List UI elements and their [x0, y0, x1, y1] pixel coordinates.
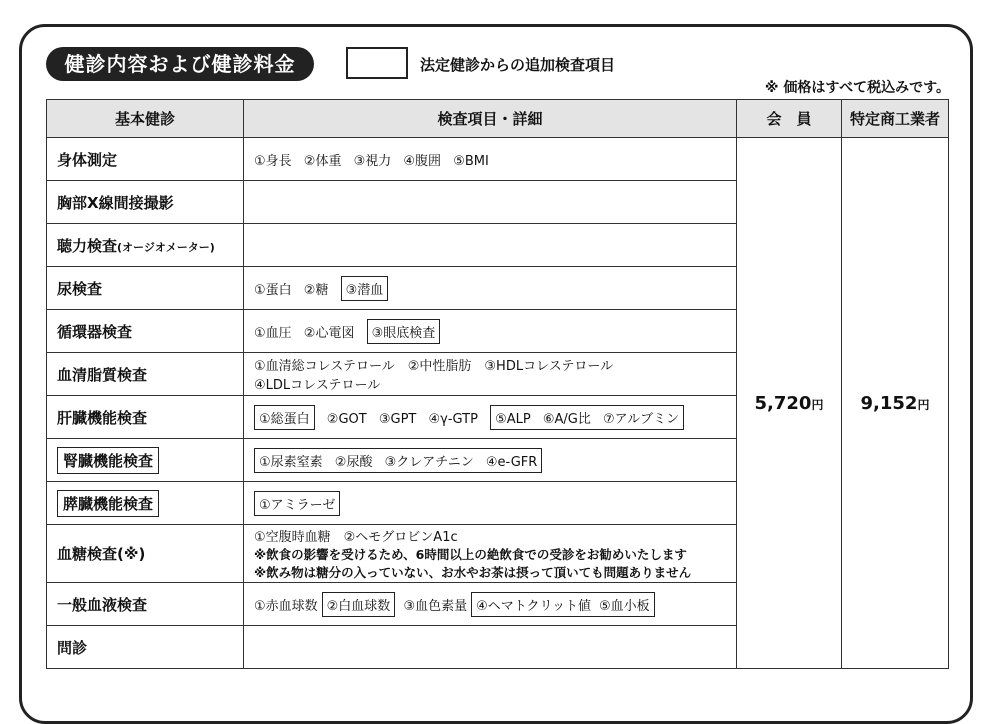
row-detail: [244, 439, 737, 482]
row-detail: [244, 353, 737, 396]
added-item: ①尿素窒素: [259, 454, 323, 470]
added-item-group: [471, 592, 655, 617]
tax-note: ※ 価格はすべて税込みです。: [764, 80, 950, 96]
header-specific: 特定商工業者: [842, 100, 949, 138]
row-detail: [244, 525, 737, 583]
added-item: ④ヘマトクリット値: [476, 598, 591, 614]
row-name: 身体測定: [47, 138, 244, 181]
added-item: ③潜血: [341, 276, 389, 301]
row-detail: [244, 626, 737, 669]
item: ⑤BMI: [453, 153, 489, 169]
page-title: 健診内容および健診料金: [46, 47, 314, 81]
table-header-row: [47, 100, 949, 138]
added-item: ⑥A/G比: [542, 411, 591, 427]
row-name: 血清脂質検査: [47, 353, 244, 396]
item: ②体重: [303, 153, 342, 169]
row-name: 肝臓機能検査: [47, 396, 244, 439]
item: ①蛋白: [254, 282, 292, 298]
specific-price-unit: 円: [917, 397, 930, 412]
added-item: ②尿酸: [334, 454, 373, 470]
added-item: ⑦アルブミン: [603, 411, 680, 427]
row-name: [47, 482, 244, 525]
added-category: 腎臓機能検査: [57, 447, 159, 474]
member-price-unit: 円: [811, 397, 824, 412]
row-detail: [244, 396, 737, 439]
item: ③血色素量: [403, 598, 468, 614]
row-detail: [244, 138, 737, 181]
row-name: [47, 439, 244, 482]
row-detail: [244, 267, 737, 310]
row-name: [47, 224, 244, 267]
legend-box-swatch: [346, 47, 408, 79]
added-item-group: [254, 448, 542, 473]
row-name: 問診: [47, 626, 244, 669]
detail-line: ①血清総コレステロール ②中性脂肪 ③HDLコレステロール: [254, 359, 614, 374]
member-price-value: 5,720: [754, 392, 812, 414]
header-detail: 検査項目・詳細: [244, 100, 737, 138]
row-detail: [244, 310, 737, 353]
row-name: 胸部X線間接撮影: [47, 181, 244, 224]
row-detail: [244, 482, 737, 525]
item: ②糖: [303, 282, 329, 298]
detail-note: ※飲食の影響を受けるため、6時間以上の絶飲食での受診をお勧めいたします: [254, 547, 687, 562]
item: ③視力: [353, 153, 392, 169]
row-name: 尿検査: [47, 267, 244, 310]
added-item: ②白血球数: [322, 592, 396, 617]
item: ③GPT: [378, 411, 417, 427]
added-item: ①総蛋白: [254, 405, 315, 430]
item: ④γ-GTP: [428, 411, 478, 427]
added-item: ③クレアチニン: [384, 454, 474, 470]
row-name: 一般血液検査: [47, 583, 244, 626]
row-detail: [244, 181, 737, 224]
added-category: 膵臓機能検査: [57, 490, 159, 517]
header-basic: 基本健診: [47, 100, 244, 138]
row-name: 循環器検査: [47, 310, 244, 353]
added-item: ⑤血小板: [598, 598, 650, 614]
member-price: [737, 138, 842, 669]
detail-line: ①空腹時血糖 ②ヘモグロビンA1c: [254, 530, 458, 545]
specific-price: [842, 138, 949, 669]
added-item: ④e-GFR: [485, 454, 538, 470]
added-item-group: [490, 405, 684, 430]
item: ①血圧: [254, 325, 292, 341]
row-name-main: 聴力検査: [57, 236, 118, 255]
item: ④腹囲: [403, 153, 442, 169]
item: ②GOT: [326, 411, 367, 427]
added-item: ①アミラーゼ: [254, 491, 340, 516]
row-name-sub: (オージオメーター): [117, 240, 215, 254]
row-detail: [244, 224, 737, 267]
added-item: ⑤ALP: [495, 411, 531, 427]
specific-price-value: 9,152: [860, 392, 918, 414]
item: ①赤血球数: [254, 598, 318, 614]
exam-table: [46, 99, 949, 669]
table-row: [47, 138, 949, 181]
detail-note: ※飲み物は糖分の入っていない、お水やお茶は摂って頂いても問題ありません: [254, 565, 692, 580]
detail-line: ④LDLコレステロール: [254, 378, 381, 393]
added-item: ③眼底検査: [367, 319, 441, 344]
legend-label: 法定健診からの追加検査項目: [420, 56, 616, 74]
item: ②心電図: [303, 325, 355, 341]
header-member: 会 員: [737, 100, 842, 138]
row-name: 血糖検査(※): [47, 525, 244, 583]
row-detail: [244, 583, 737, 626]
item: ①身長: [254, 153, 292, 169]
